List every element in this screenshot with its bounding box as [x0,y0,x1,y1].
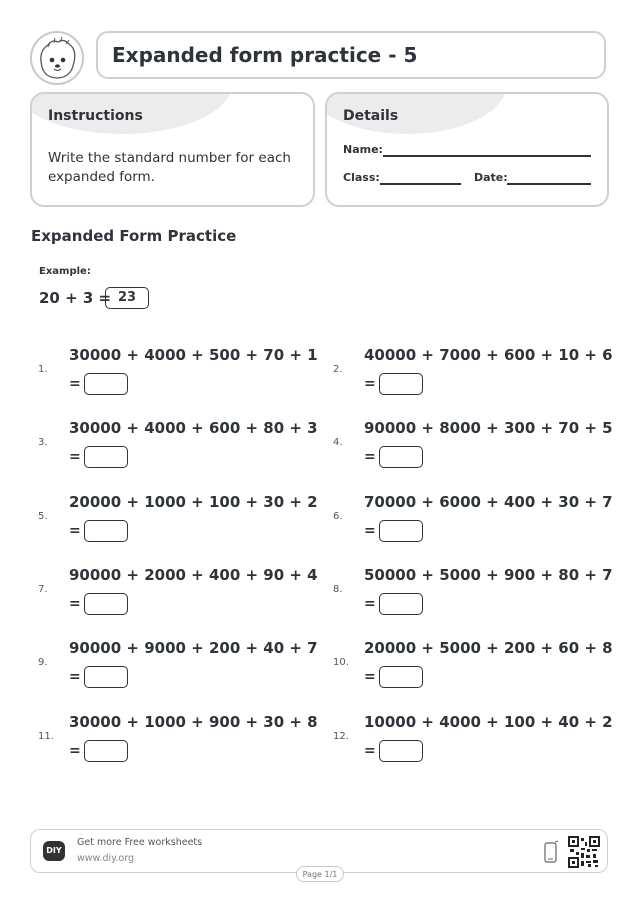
problem-number: 3. [38,437,48,448]
equals-sign: = [364,669,376,685]
problem-number: 5. [38,511,48,522]
problem-number: 12. [333,731,349,742]
answer-box[interactable] [379,666,423,688]
answer-box[interactable] [84,520,128,542]
problem-number: 2. [333,364,343,375]
equals-sign: = [364,449,376,465]
answer-box[interactable] [84,373,128,395]
problem-expression: 30000 + 4000 + 500 + 70 + 1 [69,346,318,364]
problem-number: 11. [38,731,54,742]
footer-url-link[interactable]: www.diy.org [77,853,134,864]
answer-box[interactable] [84,666,128,688]
equals-sign: = [364,596,376,612]
problem-number: 1. [38,364,48,375]
details-card [325,92,609,207]
date-label: Date: [474,171,508,184]
class-label: Class: [343,171,380,184]
mascot-avatar-icon [30,31,84,85]
answer-box[interactable] [84,593,128,615]
example-answer-box: 23 [105,287,149,309]
answer-box[interactable] [379,740,423,762]
equals-sign: = [69,523,81,539]
problem-expression: 50000 + 5000 + 900 + 80 + 7 [364,566,613,584]
problem-expression: 90000 + 8000 + 300 + 70 + 5 [364,419,613,437]
problem-expression: 30000 + 4000 + 600 + 80 + 3 [69,419,318,437]
equals-sign: = [69,743,81,759]
phone-icon [543,840,559,868]
equals-sign: = [364,376,376,392]
footer-promo-text: Get more Free worksheets [77,837,203,848]
problem-number: 7. [38,584,48,595]
instructions-text: Write the standard number for each expanded form. [48,150,291,185]
equals-sign: = [364,743,376,759]
date-field[interactable] [507,183,591,185]
problem-expression: 30000 + 1000 + 900 + 30 + 8 [69,713,318,731]
name-label: Name: [343,143,383,156]
problem-number: 9. [38,657,48,668]
qr-code-icon [568,836,600,872]
answer-box[interactable] [84,740,128,762]
section-title: Expanded Form Practice [31,227,237,245]
problem-expression: 20000 + 5000 + 200 + 60 + 8 [364,639,613,657]
answer-box[interactable] [379,520,423,542]
title-box [96,31,606,79]
instructions-heading: Instructions [48,108,143,124]
answer-box[interactable] [379,373,423,395]
problem-expression: 90000 + 9000 + 200 + 40 + 7 [69,639,318,657]
answer-box[interactable] [379,446,423,468]
example-expression: 20 + 3 = [39,289,112,307]
problem-expression: 40000 + 7000 + 600 + 10 + 6 [364,346,613,364]
equals-sign: = [364,523,376,539]
example-label: Example: [39,266,91,277]
page-indicator: Page 1/1 [296,866,344,882]
equals-sign: = [69,376,81,392]
details-heading: Details [343,108,399,124]
problem-expression: 90000 + 2000 + 400 + 90 + 4 [69,566,318,584]
name-field[interactable] [383,155,591,157]
problem-number: 10. [333,657,349,668]
problem-expression: 70000 + 6000 + 400 + 30 + 7 [364,493,613,511]
diy-logo-icon: DIY [43,841,65,861]
problem-expression: 10000 + 4000 + 100 + 40 + 2 [364,713,613,731]
instructions-card [30,92,315,207]
problem-expression: 20000 + 1000 + 100 + 30 + 2 [69,493,318,511]
problem-number: 4. [333,437,343,448]
equals-sign: = [69,449,81,465]
equals-sign: = [69,596,81,612]
problem-number: 6. [333,511,343,522]
problem-number: 8. [333,584,343,595]
page-title: Expanded form practice - 5 [112,43,418,67]
class-field[interactable] [380,183,461,185]
answer-box[interactable] [379,593,423,615]
answer-box[interactable] [84,446,128,468]
equals-sign: = [69,669,81,685]
